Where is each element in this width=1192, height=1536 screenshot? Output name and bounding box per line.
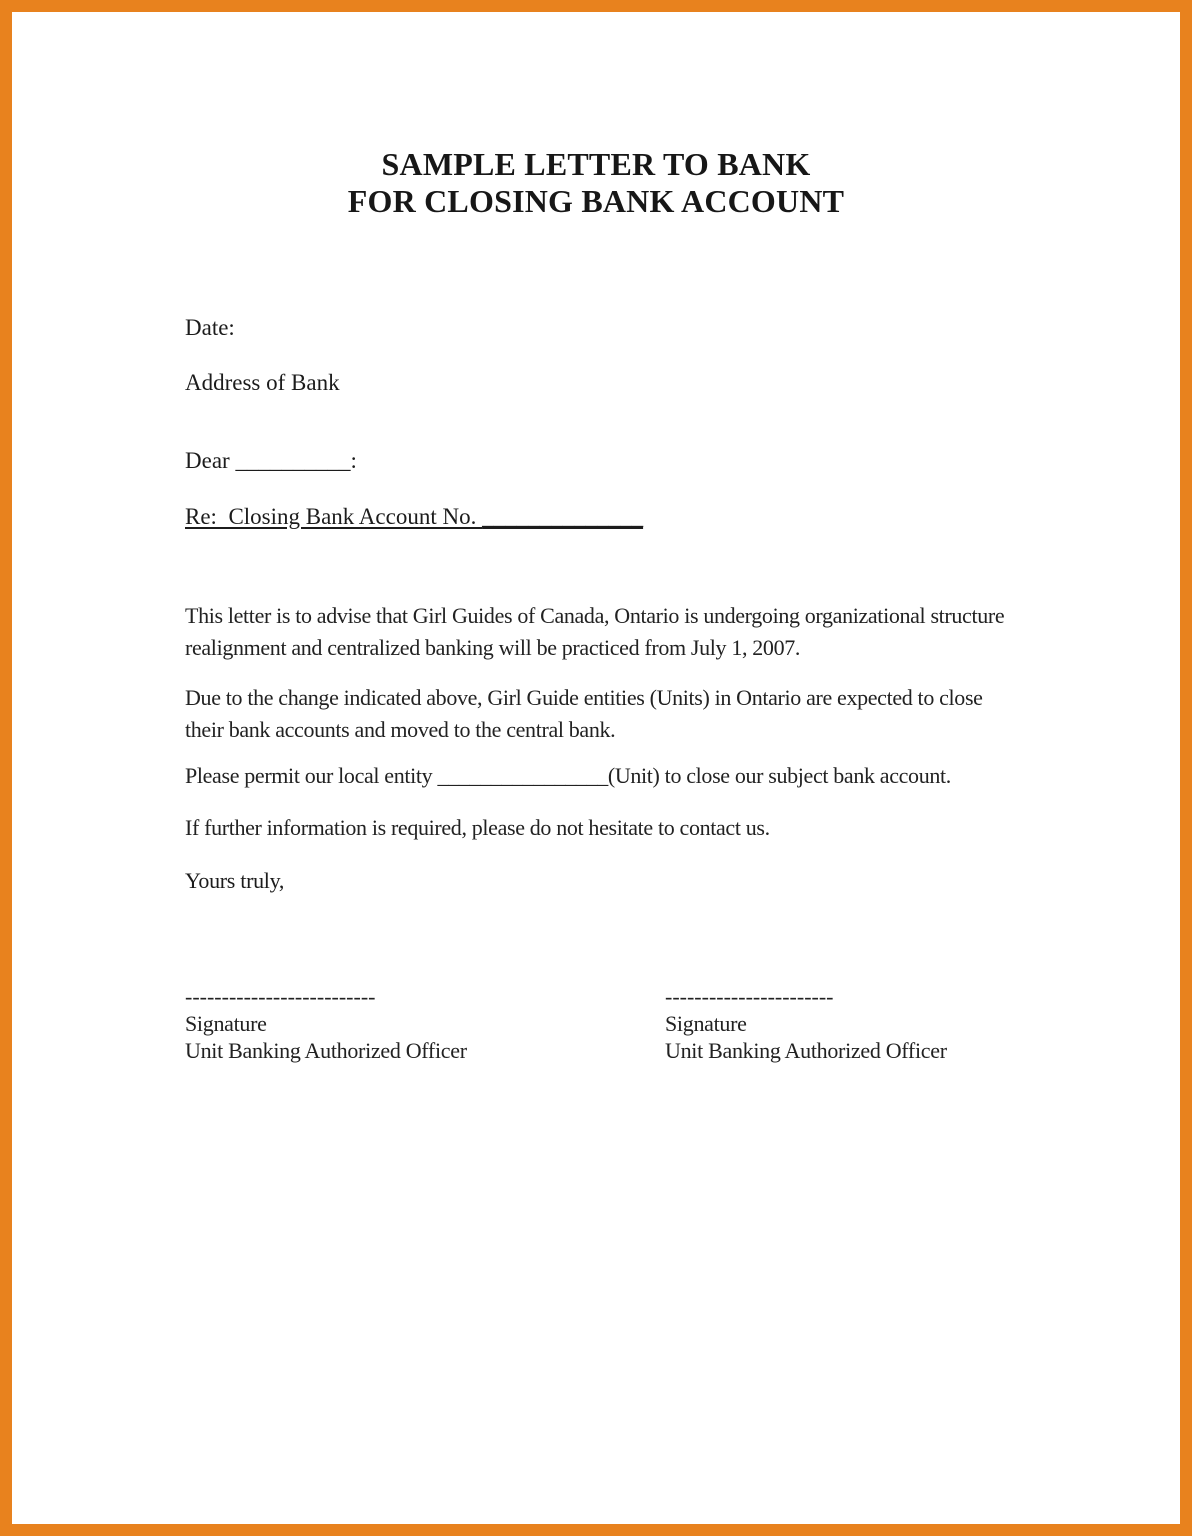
salutation-suffix: : [350,448,357,473]
signature-dashes-right: ----------------------- [665,984,834,1009]
letter-title-line1: SAMPLE LETTER TO BANK [381,146,811,182]
signature-row [185,983,1020,1064]
body-paragraph-4: If further information is required, please do not hesitate to contact us. [185,815,770,840]
salutation-line [185,448,357,474]
body-paragraph-1: This letter is to advise that Girl Guides of Canada, Ontario is undergoing organizational structure realignment and centralized banking will be practiced from July 1, 2007. [185,603,1005,660]
salutation-prefix: Dear [185,448,236,473]
date-label: Date: [185,315,235,340]
signature-role-left: Unit Banking Authorized Officer [185,1038,467,1063]
signature-block-right [665,983,1020,1064]
signature-dashes-left: -------------------------- [185,984,376,1009]
signature-block-left [185,983,665,1064]
salutation-blank: __________ [235,448,351,473]
body-paragraph-2: Due to the change indicated above, Girl Guide entities (Units) in Ontario are expected to close their bank accounts and moved to the central bank. [185,685,983,742]
letter-title-line2: FOR CLOSING BANK ACCOUNT [347,183,845,219]
subject-blank: ______________ [482,504,644,529]
body-paragraph-3: Please permit our local entity ________________(Unit) to close our subject bank account. [185,763,951,788]
signature-label-right: Signature [665,1011,747,1036]
subject-text: Re: Closing Bank Account No. [185,504,483,529]
bank-address-label: Address of Bank [185,370,340,395]
subject-line [185,504,643,530]
signature-role-right: Unit Banking Authorized Officer [665,1038,947,1063]
letter-title [12,146,1180,220]
signature-label-left: Signature [185,1011,267,1036]
closing-line: Yours truly, [185,868,285,893]
